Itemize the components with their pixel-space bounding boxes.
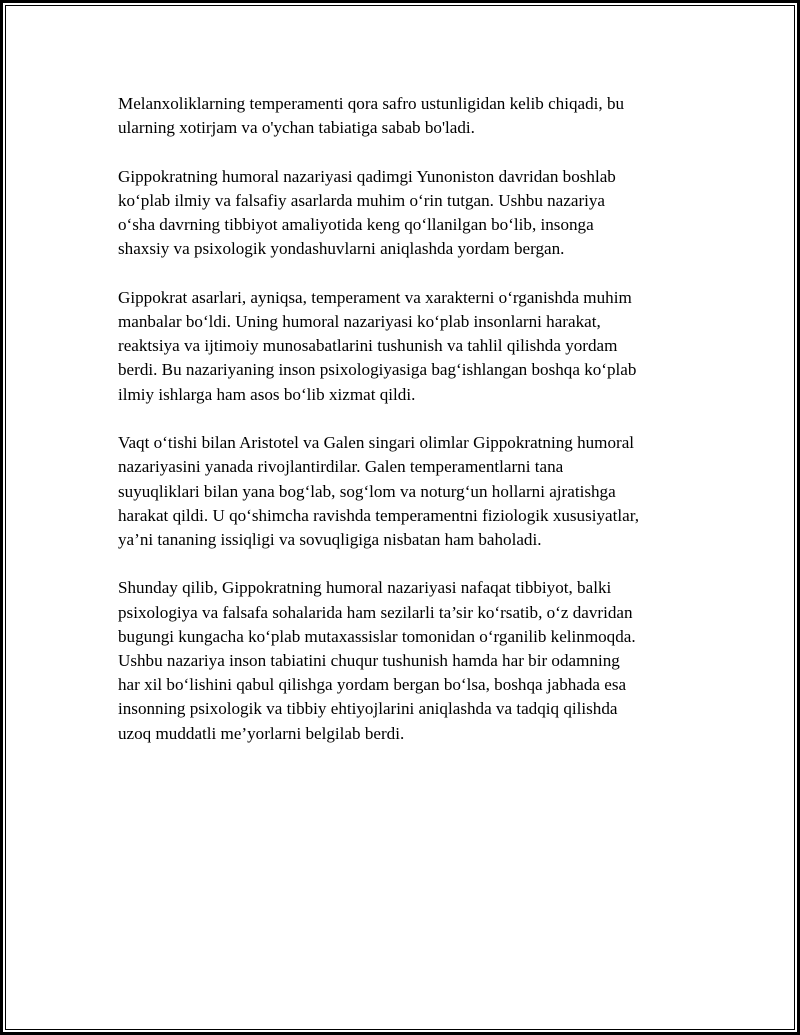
paragraph-aristotle-galen: Vaqt o‘tishi bilan Aristotel va Galen singari olimlar Gippokratning humoral nazariyasini yanada rivojlantirdilar. Galen temperamentlarni tana suyuqliklari bilan yana bog‘lab, sog‘lom va noturg‘un hollarni ajratishga harakat qildi. U qo‘shimcha ravishda temperamentni fiziologik xususiyatlar, ya’ni tananing issiqligi va sovuqligiga nisbatan ham baholadi. bbox=[118, 433, 640, 549]
paragraph-melancholic-temperament: Melanxoliklarning temperamenti qora safro ustunligidan kelib chiqadi, bu ularning xotirjam va o'ychan tabiatiga sabab bo'ladi. bbox=[118, 94, 625, 138]
paragraph-hippocrates-works: Gippokrat asarlari, ayniqsa, temperament va xarakterni o‘rganishda muhim manbalar bo‘ldi. Uning humoral nazariyasi ko‘plab insonlarni harakat, reaktsiya va ijtimoiy munosabatlarini tushunish va tahlil qilishda yordam berdi. Bu nazariyaning inson psixologiyasiga bag‘ishlangan boshqa ko‘plab ilmiy ishlarga ham asos bo‘lib xizmat qildi. bbox=[118, 287, 637, 404]
paragraph-conclusion: Shunday qilib, Gippokratning humoral nazariyasi nafaqat tibbiyot, balki psixologiya va falsafa sohalarida ham sezilarli ta’sir ko‘rsatib, o‘z davridan bugungi kungacha ko‘plab mutaxassislar tomonidan o‘rganilib kelinmoqda. Ushbu nazariya inson tabiatini chuqur tushunish hamda har bir odamning har xil bo‘lishini qabul qilishga yordam bergan bo‘lsa, boshqa jabhada esa insonning psixologik va tibbiy ehtiyojlarini aniqlashda va tadqiq qilishda uzoq muddatli me’yorlarni belgilab berdi. bbox=[118, 578, 636, 743]
document-body bbox=[118, 92, 688, 770]
paragraph-humoral-theory-history: Gippokratning humoral nazariyasi qadimgi Yunoniston davridan boshlab ko‘plab ilmiy va falsafiy asarlarda muhim o‘rin tutgan. Ushbu nazariya o‘sha davrning tibbiyot amaliyotida keng qo‘llanilgan bo‘lib, insonga shaxsiy va psixologik yondashuvlarni aniqlashda yordam bergan. bbox=[118, 166, 616, 259]
